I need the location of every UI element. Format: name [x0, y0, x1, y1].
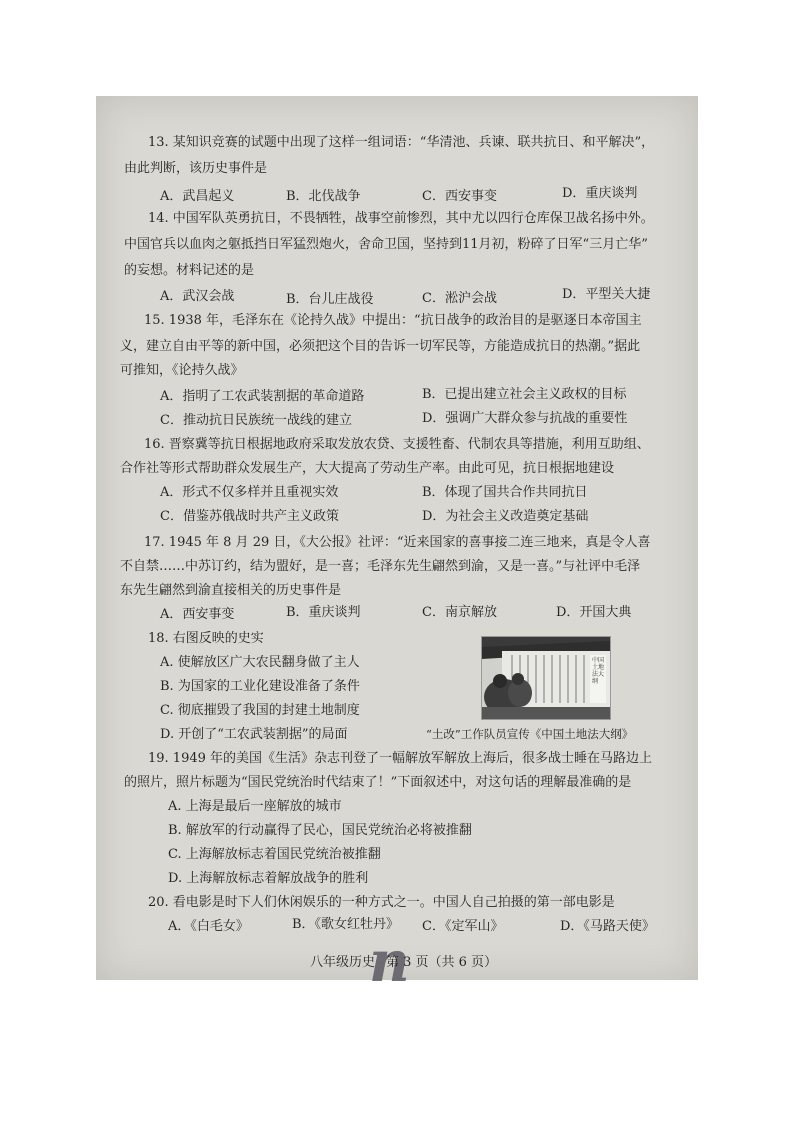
q20-option-b: B．《歌女红牡丹》: [292, 917, 400, 932]
q18-option-d: D. 开创了“工农武装割据”的局面: [160, 727, 348, 742]
q18-option-c: C. 彻底摧毁了我国的封建土地制度: [160, 703, 360, 718]
q15-option-a: A．指明了工农武装割据的革命道路: [160, 389, 365, 404]
q14-option-b: B．台儿庄战役: [286, 292, 374, 307]
q15-option-b: B．已提出建立社会主义政权的目标: [422, 387, 627, 402]
q17-option-c: C．南京解放: [422, 605, 497, 620]
q19-option-c: C. 上海解放标志着国民党统治被推翻: [168, 847, 381, 862]
q15-stem-line2: 义，建立自由平等的新中国，必须把这个目的告诉一切军民等，方能造成抗日的热潮。”据此: [120, 339, 641, 354]
exam-page: [96, 96, 698, 995]
q16-option-b: B．体现了国共合作共同抗日: [422, 485, 588, 500]
q15-stem-line3: 可推知，《论持久战》: [120, 363, 244, 378]
q13-option-b: B．北伐战争: [286, 189, 361, 204]
q15-option-c: C．推动抗日民族统一战线的建立: [160, 413, 352, 428]
q17-option-a: A．西安事变: [160, 607, 235, 622]
q14-stem-line3: 的妄想。材料记述的是: [124, 263, 255, 278]
watermark-logo: n: [369, 929, 410, 995]
q17-option-b: B．重庆谈判: [286, 605, 361, 620]
q20-option-a: A．《白毛女》: [168, 919, 249, 934]
q16-stem-line1: 16. 晋察冀等抗日根据地政府采取发放农贷、支援牲畜、代制农具等措施，利用互助组、: [144, 437, 650, 452]
q16-option-d: D．为社会主义改造奠定基础: [422, 509, 589, 524]
q14-option-c: C．淞沪会战: [422, 291, 497, 306]
photo-banner-text: 中国土地法大纲: [592, 657, 605, 685]
land-reform-photo: [481, 636, 611, 720]
q18-stem: 18. 右图反映的史实: [148, 631, 264, 646]
q16-option-a: A．形式不仅多样并且重视实效: [160, 485, 339, 500]
q13-option-c: C．西安事变: [422, 189, 497, 204]
q20-option-c: C．《定军山》: [422, 919, 504, 934]
q15-stem-line1: 15. 1938 年，毛泽东在《论持久战》中提出：“抗日战争的政治目的是驱逐日本帝国主: [144, 313, 642, 328]
q17-stem-line1: 17. 1945 年 8 月 29 日，《大公报》社评：“近来国家的喜事接二连三地来，真是令人喜: [144, 535, 651, 550]
q13-option-a: A．武昌起义: [160, 189, 235, 204]
q13-option-d: D．重庆谈判: [562, 186, 638, 201]
q13-stem-line2: 由此判断，该历史事件是: [124, 161, 268, 176]
q17-option-d: D．开国大典: [556, 605, 632, 620]
q17-stem-line3: 东先生翩然到渝直接相关的历史事件是: [120, 583, 342, 598]
footer-page-number: 第 3 页（共 6 页）: [386, 955, 498, 970]
q14-option-d: D．平型关大捷: [562, 287, 651, 302]
q18-option-a: A. 使解放区广大农民翻身做了主人: [160, 655, 360, 670]
q19-option-d: D. 上海解放标志着解放战争的胜利: [168, 871, 369, 886]
q15-option-d: D．强调广大群众参与抗战的重要性: [422, 411, 628, 426]
q19-option-b: B. 解放军的行动赢得了民心，国民党统治必将被推翻: [168, 823, 472, 838]
q16-stem-line2: 合作社等形式帮助群众发展生产，大大提高了劳动生产率。由此可见，抗日根据地建设: [120, 461, 615, 476]
photo-caption: “土改”工作队员宣传《中国土地法大纲》: [426, 727, 634, 741]
land-reform-photo-image: [482, 637, 610, 719]
q14-stem-line2: 中国官兵以血肉之躯抵挡日军猛烈炮火，舍命卫国，坚持到11月初，粉碎了日军“三月亡华”: [124, 237, 648, 252]
q14-option-a: A．武汉会战: [160, 289, 235, 304]
q18-option-b: B. 为国家的工业化建设准备了条件: [160, 679, 360, 694]
q14-stem-line1: 14. 中国军队英勇抗日，不畏牺牲，战事空前惨烈，其中尤以四行仓库保卫战名扬中外。: [148, 211, 654, 226]
exam-content: [96, 96, 698, 995]
q17-stem-line2: 不自禁……中苏订约，结为盟好，是一喜；毛泽东先生翩然到渝，又是一喜。”与社评中毛泽: [120, 559, 641, 574]
q19-option-a: A. 上海是最后一座解放的城市: [168, 799, 342, 814]
q19-stem-line1: 19. 1949 年的美国《生活》杂志刊登了一幅解放军解放上海后，很多战士睡在马路边上: [148, 751, 653, 766]
footer-subject: 八年级历史: [310, 955, 376, 970]
q16-option-c: C．借鉴苏俄战时共产主义政策: [160, 509, 339, 524]
q13-stem-line1: 13. 某知识竞赛的试题中出现了这样一组词语：“华清池、兵谏、联共抗日、和平解决”，: [148, 135, 655, 150]
q20-option-d: D．《马路天使》: [560, 919, 655, 934]
q19-stem-line2: 的照片，照片标题为“国民党统治时代结束了！”下面叙述中，对这句话的理解最准确的是: [124, 775, 632, 790]
q20-stem: 20. 看电影是时下人们休闲娱乐的一种方式之一。中国人自己拍摄的第一部电影是: [148, 895, 615, 910]
